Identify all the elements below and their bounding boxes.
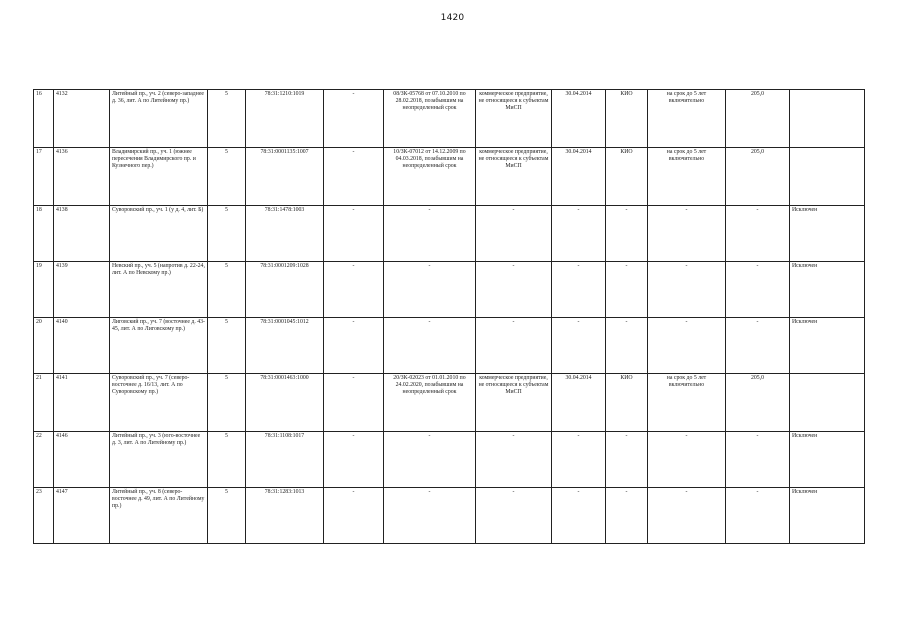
- contract-text: 08/ЗК-05768 от 07.10.2010 по 28.02.2018, позабывшим на неопределенный срок: [393, 91, 466, 111]
- cell-term: [648, 148, 726, 206]
- cell-term: [648, 206, 726, 262]
- cell-term: [648, 90, 726, 148]
- cell-cadastral-number: [246, 374, 324, 432]
- cell-contract: [384, 318, 476, 374]
- date-text: -: [577, 263, 580, 269]
- cell-area: [726, 432, 790, 488]
- authority-text: -: [625, 263, 628, 269]
- area-text: -: [756, 433, 759, 439]
- row-number-text: 16: [36, 91, 42, 97]
- cell-tenant-type: [476, 90, 552, 148]
- cell-area: [726, 318, 790, 374]
- table-row: [34, 374, 865, 432]
- cell-tenant-type: [476, 374, 552, 432]
- cell-cadastral-number: [246, 90, 324, 148]
- cell-zone: [208, 90, 246, 148]
- extra-text: -: [352, 263, 355, 269]
- cell-address: [110, 148, 208, 206]
- cell-date: [552, 148, 606, 206]
- cell-area: [726, 90, 790, 148]
- term-text: -: [685, 207, 688, 213]
- contract-text: -: [428, 207, 431, 213]
- extra-text: -: [352, 489, 355, 495]
- cell-status: [790, 432, 865, 488]
- cell-row-number: [34, 488, 54, 544]
- cell-object-id: [54, 488, 110, 544]
- cell-extra: [324, 318, 384, 374]
- zone-text: 5: [225, 149, 228, 155]
- cadastral-number-text: 78:31:1283:1013: [264, 489, 305, 495]
- status-text: Исключен: [792, 263, 818, 269]
- area-text: 205,0: [750, 91, 765, 97]
- cell-area: [726, 148, 790, 206]
- contract-text: -: [428, 263, 431, 269]
- zone-text: 5: [225, 319, 228, 325]
- cell-cadastral-number: [246, 262, 324, 318]
- table-row: [34, 148, 865, 206]
- status-text: Исключен: [792, 433, 818, 439]
- cadastral-number-text: 78:31:1478:1003: [264, 207, 305, 213]
- cell-extra: [324, 432, 384, 488]
- cell-zone: [208, 432, 246, 488]
- contract-text: 20/ЗК-02023 от 01.01.2010 по 24.02.2020, позабывшим на неопределенный срок: [393, 375, 466, 395]
- date-text: -: [577, 489, 580, 495]
- tenant-type-text: коммерческое предприятие, не относящееся к субъектам МиСП: [478, 375, 549, 395]
- address-text: Литейный пр., уч. 3 (юго-восточнее д. 3, лит. А по Литейному пр.): [112, 433, 201, 446]
- authority-text: КИО: [620, 91, 633, 97]
- authority-text: КИО: [620, 149, 633, 155]
- cell-tenant-type: [476, 432, 552, 488]
- cell-term: [648, 262, 726, 318]
- cadastral-number-text: 78:31:1108:1017: [264, 433, 305, 439]
- cell-date: [552, 318, 606, 374]
- date-text: 30.04.2014: [565, 149, 592, 155]
- address-text: Невский пр., уч. 5 (напротив д. 22-24, лит. А по Невскому пр.): [112, 263, 205, 276]
- cell-extra: [324, 90, 384, 148]
- cell-zone: [208, 374, 246, 432]
- cell-tenant-type: [476, 262, 552, 318]
- area-text: 205,0: [750, 375, 765, 381]
- tenant-type-text: -: [512, 489, 515, 495]
- cell-contract: [384, 488, 476, 544]
- cell-date: [552, 90, 606, 148]
- date-text: -: [577, 319, 580, 325]
- cell-zone: [208, 262, 246, 318]
- cadastral-number-text: 78:31:0001209:1028: [260, 263, 309, 269]
- date-text: 30.04.2014: [565, 375, 592, 381]
- cell-term: [648, 432, 726, 488]
- term-text: на срок до 5 лет включительно: [666, 91, 707, 104]
- table-row: [34, 262, 865, 318]
- zone-text: 5: [225, 207, 228, 213]
- authority-text: -: [625, 489, 628, 495]
- cell-authority: [606, 148, 648, 206]
- cadastral-number-text: 78:31:0001463:1000: [260, 375, 309, 381]
- cell-contract: [384, 206, 476, 262]
- row-number-text: 21: [36, 375, 42, 381]
- cell-area: [726, 374, 790, 432]
- extra-text: -: [352, 91, 355, 97]
- area-text: -: [756, 207, 759, 213]
- zone-text: 5: [225, 489, 228, 495]
- cell-authority: [606, 374, 648, 432]
- cell-zone: [208, 206, 246, 262]
- cell-row-number: [34, 262, 54, 318]
- tenant-type-text: коммерческое предприятие, не относящееся к субъектам МиСП: [478, 91, 549, 111]
- table-row: [34, 90, 865, 148]
- cell-authority: [606, 488, 648, 544]
- term-text: -: [685, 319, 688, 325]
- table-row: [34, 206, 865, 262]
- cell-object-id: [54, 206, 110, 262]
- cadastral-number-text: 78:31:0001135:1007: [260, 149, 309, 155]
- cell-area: [726, 262, 790, 318]
- cell-cadastral-number: [246, 318, 324, 374]
- object-id-text: 4139: [56, 263, 68, 269]
- cell-address: [110, 374, 208, 432]
- cell-status: [790, 262, 865, 318]
- cell-row-number: [34, 90, 54, 148]
- cell-extra: [324, 488, 384, 544]
- cell-date: [552, 262, 606, 318]
- cell-term: [648, 488, 726, 544]
- authority-text: -: [625, 433, 628, 439]
- object-id-text: 4147: [56, 489, 68, 495]
- address-text: Литейный пр., уч. 8 (северо-восточнее д. 49, лит. А по Литейному пр.): [112, 489, 205, 509]
- zone-text: 5: [225, 263, 228, 269]
- table-row: [34, 488, 865, 544]
- tenant-type-text: -: [512, 207, 515, 213]
- cell-row-number: [34, 318, 54, 374]
- row-number-text: 22: [36, 433, 42, 439]
- address-text: Суворовский пр., уч. 7 (северо-восточнее д. 16/13, лит. А по Суворовскому пр.): [112, 375, 190, 395]
- cell-address: [110, 318, 208, 374]
- cell-date: [552, 374, 606, 432]
- zone-text: 5: [225, 375, 228, 381]
- object-id-text: 4136: [56, 149, 68, 155]
- term-text: на срок до 5 лет включительно: [666, 149, 707, 162]
- area-text: -: [756, 489, 759, 495]
- cell-address: [110, 488, 208, 544]
- extra-text: -: [352, 433, 355, 439]
- authority-text: -: [625, 319, 628, 325]
- cell-cadastral-number: [246, 488, 324, 544]
- row-number-text: 18: [36, 207, 42, 213]
- status-text: Исключен: [792, 207, 818, 213]
- tenant-type-text: -: [512, 319, 515, 325]
- cell-object-id: [54, 262, 110, 318]
- cell-object-id: [54, 148, 110, 206]
- cell-address: [110, 432, 208, 488]
- cell-object-id: [54, 432, 110, 488]
- cell-contract: [384, 90, 476, 148]
- cell-tenant-type: [476, 318, 552, 374]
- cadastral-number-text: 78:31:1210:1019: [264, 91, 305, 97]
- tenant-type-text: коммерческое предприятие, не относящееся к субъектам МиСП: [478, 149, 549, 169]
- cell-status: [790, 488, 865, 544]
- cell-authority: [606, 432, 648, 488]
- cell-term: [648, 374, 726, 432]
- cell-authority: [606, 262, 648, 318]
- table-row: [34, 318, 865, 374]
- extra-text: -: [352, 375, 355, 381]
- page-number: 1420: [440, 13, 465, 23]
- cell-address: [110, 262, 208, 318]
- cell-row-number: [34, 206, 54, 262]
- cell-tenant-type: [476, 206, 552, 262]
- cell-date: [552, 432, 606, 488]
- term-text: на срок до 5 лет включительно: [666, 375, 707, 388]
- cell-cadastral-number: [246, 148, 324, 206]
- data-table: [33, 89, 865, 544]
- cell-authority: [606, 206, 648, 262]
- cell-extra: [324, 206, 384, 262]
- row-number-text: 19: [36, 263, 42, 269]
- date-text: 30.04.2014: [565, 91, 592, 97]
- object-id-text: 4132: [56, 91, 68, 97]
- date-text: -: [577, 433, 580, 439]
- cell-row-number: [34, 374, 54, 432]
- contract-text: -: [428, 433, 431, 439]
- area-text: 205,0: [750, 149, 765, 155]
- object-id-text: 4140: [56, 319, 68, 325]
- cell-cadastral-number: [246, 432, 324, 488]
- authority-text: -: [625, 207, 628, 213]
- object-id-text: 4141: [56, 375, 68, 381]
- date-text: -: [577, 207, 580, 213]
- cell-date: [552, 488, 606, 544]
- cell-row-number: [34, 148, 54, 206]
- cell-extra: [324, 262, 384, 318]
- cell-cadastral-number: [246, 206, 324, 262]
- area-text: -: [756, 263, 759, 269]
- zone-text: 5: [225, 433, 228, 439]
- cell-zone: [208, 488, 246, 544]
- term-text: -: [685, 489, 688, 495]
- cell-contract: [384, 432, 476, 488]
- extra-text: -: [352, 319, 355, 325]
- tenant-type-text: -: [512, 263, 515, 269]
- cell-contract: [384, 374, 476, 432]
- cell-extra: [324, 148, 384, 206]
- term-text: -: [685, 263, 688, 269]
- cell-authority: [606, 90, 648, 148]
- cell-object-id: [54, 318, 110, 374]
- cell-row-number: [34, 432, 54, 488]
- row-number-text: 23: [36, 489, 42, 495]
- contract-text: -: [428, 319, 431, 325]
- cell-tenant-type: [476, 488, 552, 544]
- address-text: Лиговский пр., уч. 7 (восточнее д. 43-45, лит. А по Лиговскому пр.): [112, 319, 205, 332]
- cell-object-id: [54, 90, 110, 148]
- cell-date: [552, 206, 606, 262]
- cell-address: [110, 90, 208, 148]
- address-text: Литейный пр., уч. 2 (северо-западнее д. 36, лит. А по Литейному пр.): [112, 91, 205, 104]
- zone-text: 5: [225, 91, 228, 97]
- cell-area: [726, 206, 790, 262]
- cell-status: [790, 90, 865, 148]
- status-text: Исключен: [792, 489, 818, 495]
- extra-text: -: [352, 149, 355, 155]
- object-id-text: 4146: [56, 433, 68, 439]
- cell-area: [726, 488, 790, 544]
- cell-status: [790, 148, 865, 206]
- cell-status: [790, 206, 865, 262]
- cell-zone: [208, 318, 246, 374]
- status-text: Исключен: [792, 319, 818, 325]
- row-number-text: 20: [36, 319, 42, 325]
- cell-status: [790, 374, 865, 432]
- cell-object-id: [54, 374, 110, 432]
- area-text: -: [756, 319, 759, 325]
- cell-term: [648, 318, 726, 374]
- row-number-text: 17: [36, 149, 42, 155]
- object-id-text: 4138: [56, 207, 68, 213]
- cell-extra: [324, 374, 384, 432]
- extra-text: -: [352, 207, 355, 213]
- contract-text: 10/ЗК-07012 от 14.12.2009 по 04.03.2018, позабывшим на неопределенный срок: [393, 149, 466, 169]
- contract-text: -: [428, 489, 431, 495]
- term-text: -: [685, 433, 688, 439]
- cell-contract: [384, 262, 476, 318]
- cell-authority: [606, 318, 648, 374]
- address-text: Владимирский пр., уч. 1 (южнее пересечения Владимирского пр. и Кузнечного пер.): [112, 149, 196, 169]
- cell-zone: [208, 148, 246, 206]
- cell-contract: [384, 148, 476, 206]
- table-body: [34, 90, 865, 544]
- address-text: Суворовский пр., уч. 1 (у д. 4, лит. Б): [112, 207, 204, 213]
- tenant-type-text: -: [512, 433, 515, 439]
- cell-status: [790, 318, 865, 374]
- cell-address: [110, 206, 208, 262]
- cell-tenant-type: [476, 148, 552, 206]
- authority-text: КИО: [620, 375, 633, 381]
- cadastral-number-text: 78:31:0001045:1012: [260, 319, 309, 325]
- table-row: [34, 432, 865, 488]
